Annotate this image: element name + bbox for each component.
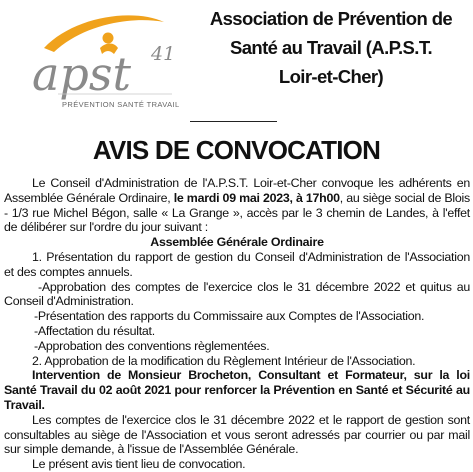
- intervention-paragraph: Intervention de Monsieur Brocheton, Consultant et Formateur, sur la loi Santé Travail du 02 août 2021 pour renforcer la Prévention en Santé et Sécurité au Travail.: [4, 368, 470, 412]
- intro-text: , au siège social de Blois - 1/3 rue Michel Bégon, salle « La Grange », accès par le 3 chemin de Landes, à l'effet de délibérer sur l'ordre du jour suivant :: [4, 190, 470, 235]
- notice-body: [4, 176, 470, 472]
- divider: [190, 121, 277, 122]
- agenda-item: -Affectation du résultat.: [34, 323, 155, 338]
- apst-logo: [14, 8, 189, 108]
- agenda-title: Assemblée Générale Ordinaire: [150, 235, 324, 250]
- logo-subtitle: PRÉVENTION SANTÉ TRAVAIL: [62, 100, 180, 109]
- association-line: Association de Prévention de: [209, 8, 453, 29]
- intro-paragraph: [4, 176, 470, 235]
- logo-number: 41: [151, 43, 176, 65]
- association-line: Santé au Travail (A.P.S.T.: [229, 37, 433, 58]
- association-name: [196, 4, 466, 91]
- association-line: Loir-et-Cher): [278, 66, 384, 87]
- agenda-item: 2. Approbation de la modification du Règlement Intérieur de l'Association.: [32, 353, 416, 368]
- agenda-item: 1. Présentation du rapport de gestion du Conseil d'Administration de l'Association et des comptes annuels.: [4, 249, 470, 279]
- agenda-item: -Approbation des conventions règlementées.: [34, 338, 270, 353]
- closing-paragraph: Les comptes de l'exercice clos le 31 décembre 2022 et le rapport de gestion sont consultables au siège de l'Association et vous seront adressés par courrier ou par mail sur simple demande, à l'issue de l'Assemblée Générale.: [4, 412, 470, 457]
- intro-text: Le Conseil d'Administration de l'A.P.S.T. Loir-et-Cher convoque les adhérents en Assemblée Générale Ordinaire,: [4, 176, 470, 205]
- meeting-date: le mardi 09 mai 2023, à 17h00: [173, 190, 340, 205]
- header: [0, 0, 473, 120]
- agenda-item: -Approbation des comptes de l'exercice clos le 31 décembre 2022 et quitus au Conseil d'Administration.: [4, 279, 470, 309]
- notice-title: AVIS DE CONVOCATION: [92, 135, 381, 165]
- agenda-item: -Présentation des rapports du Commissaire aux Comptes de l'Association.: [34, 309, 425, 324]
- logo-wordmark: apst: [32, 47, 131, 101]
- logo-graphic: [14, 8, 189, 108]
- footer-note: Le présent avis tient lieu de convocation.: [32, 457, 246, 472]
